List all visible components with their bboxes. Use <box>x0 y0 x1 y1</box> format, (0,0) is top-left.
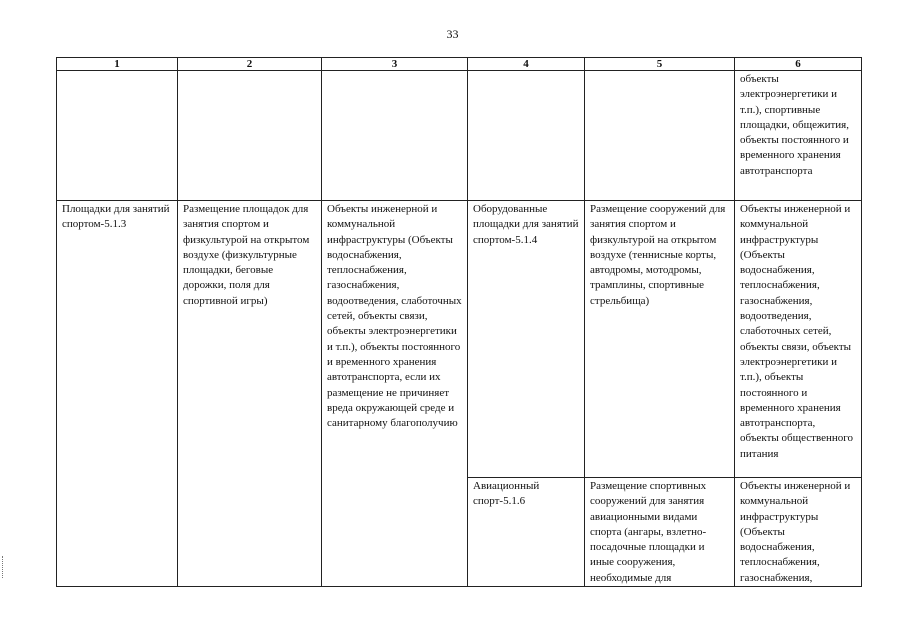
table-cell <box>57 71 178 201</box>
column-header: 5 <box>585 58 735 71</box>
table-cell: Размещение сооружений для занятия спортом и физкультурой на открытом воздухе (теннисные корты, автодромы, мотодромы, трамплины, спортивные стрельбища) <box>585 201 735 478</box>
column-header: 1 <box>57 58 178 71</box>
table-cell: Оборудованные площадки для занятий спортом-5.1.4 <box>468 201 585 478</box>
table-cell: Объекты инженерной и коммунальной инфраструктуры (Объекты водоснабжения, теплоснабжения, газоснабжения, водоотведения, слаботочных сетей, объекты связи, объекты электроэнергетики и т.п.), объекты постоянного и временного хранения автотранспорта, если их размещение не причиняет вреда окружающей среде и санитарному благополучию <box>322 201 468 587</box>
scan-edge-mark <box>2 556 9 578</box>
table-cell: Размещение спортивных сооружений для занятия авиационными видами спорта (ангары, взлетно-посадочные площадки и иные сооружения, необходимые для <box>585 478 735 587</box>
table-cell <box>322 71 468 201</box>
table-row <box>57 71 862 201</box>
table-row <box>57 201 862 478</box>
table-cell: объекты электроэнергетики и т.п.), спортивные площадки, общежития, объекты постоянного и временного хранения автотранспорта <box>735 71 862 201</box>
column-header: 4 <box>468 58 585 71</box>
table-cell: Площадки для занятий спортом-5.1.3 <box>57 201 178 587</box>
table-cell: Объекты инженерной и коммунальной инфраструктуры (Объекты водоснабжения, теплоснабжения, газоснабжения, водоотведения, слаботочных сетей, объекты связи, объекты электроэнергетики и т.п.), объекты постоянного и временного хранения автотранспорта, объекты общественного питания <box>735 201 862 478</box>
table-header-row <box>57 58 862 71</box>
land-use-table <box>56 57 862 587</box>
table-cell <box>585 71 735 201</box>
table-cell: Объекты инженерной и коммунальной инфраструктуры (Объекты водоснабжения, теплоснабжения, газоснабжения, <box>735 478 862 587</box>
table-cell <box>178 71 322 201</box>
table-cell <box>468 71 585 201</box>
page-number: 33 <box>446 27 459 41</box>
column-header: 6 <box>735 58 862 71</box>
column-header: 3 <box>322 58 468 71</box>
table-cell: Авиационный спорт-5.1.6 <box>468 478 585 587</box>
column-header: 2 <box>178 58 322 71</box>
table-cell: Размещение площадок для занятия спортом и физкультурой на открытом воздухе (физкультурные площадки, беговые дорожки, поля для спортивной игры) <box>178 201 322 587</box>
